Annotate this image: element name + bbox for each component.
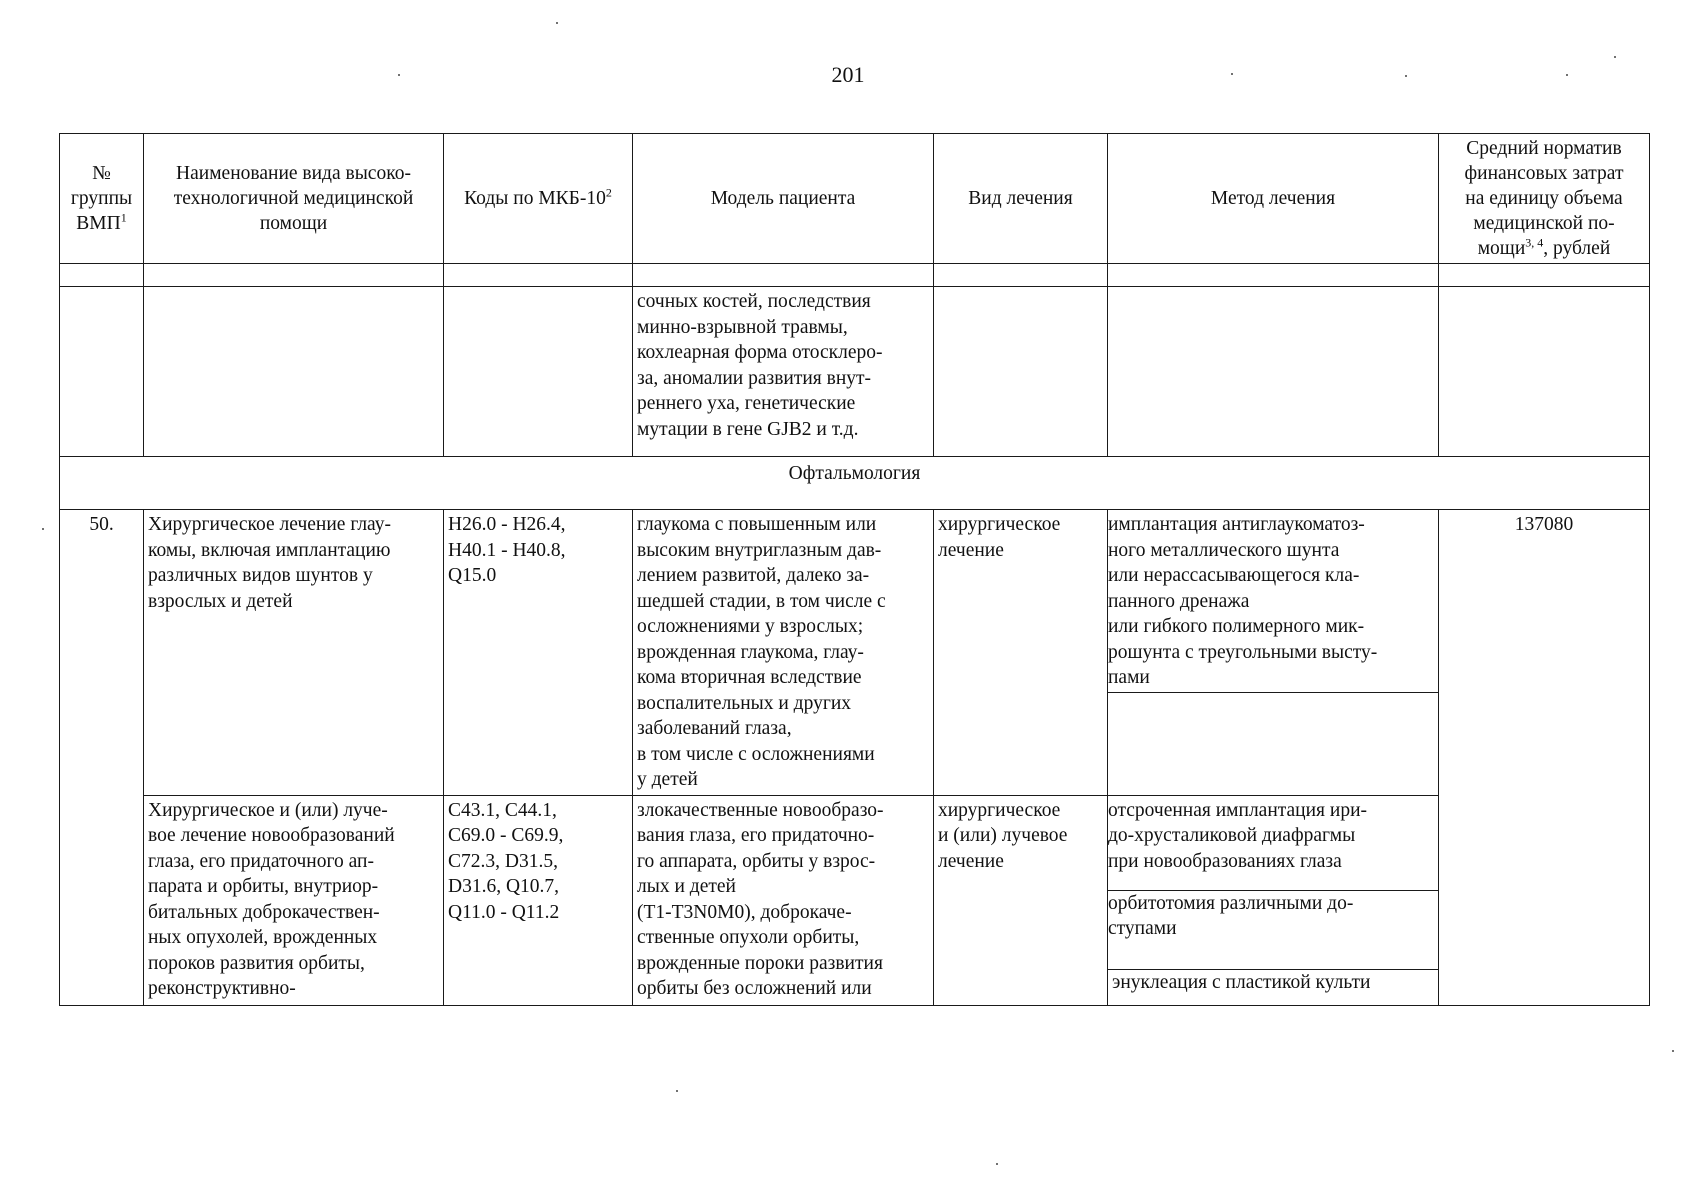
patient-model: злокачественные новообразо- вания глаза, его придаточно- го аппарата, орбиты у взрос- лых и детей (T1-T3N0M0), доброкаче- ственные опухоли орбиты, врожденные пороки развития орбиты без осложнений или (633, 795, 934, 1005)
care-name: Хирургическое и (или) луче- вое лечение новообразований глаза, его придаточного ап- парата и орбиты, внутриор- битальных доброкачествен- ных опухолей, врожденных пороков развития орбиты, реконструктивно- (144, 795, 444, 1005)
scan-speck (996, 1163, 998, 1165)
header-treatment-method: Метод лечения (1108, 134, 1439, 264)
spacer-row (60, 264, 1650, 287)
treatment-type: хирургическое и (или) лучевое лечение (934, 795, 1108, 1005)
scan-speck (42, 528, 44, 530)
table-row (60, 510, 1650, 796)
icd-codes: H26.0 - H26.4, H40.1 - H40.8, Q15.0 (444, 510, 633, 796)
scan-speck (1231, 73, 1233, 75)
scan-speck (556, 22, 558, 24)
scan-speck (398, 74, 400, 76)
method-item: энуклеация с пластикой культи (1112, 971, 1371, 993)
patient-model: глаукома с повышенным или высоким внутриглазным дав- лением развитой, далеко за- шедшей стадии, в том числе с осложнениями у взрослых; врожденная глаукома, глау- кома вторичная вследствие воспалительных и других заболеваний глаза, в том числе с осложнениями у детей (633, 510, 934, 796)
treatment-methods (1108, 510, 1439, 796)
header-care-name: Наименование вида высоко- технологичной медицинской помощи (144, 134, 444, 264)
care-name: Хирургическое лечение глау- комы, включая имплантацию различных видов шунтов у взрослых и детей (144, 510, 444, 796)
table-header-row (60, 134, 1650, 264)
method-item: имплантация антиглаукоматоз- ного металлического шунта или нерассасывающегося кла- панного дренажа или гибкого полимерного мик- рошунта с треугольными высту- пами (1108, 512, 1438, 693)
vmp-table (59, 133, 1650, 1006)
scan-speck (1614, 56, 1616, 58)
section-title: Офтальмология (60, 457, 1650, 510)
page-number: 201 (831, 62, 865, 87)
scan-speck (1566, 74, 1568, 76)
scan-speck (1672, 1050, 1674, 1052)
continuation-row (60, 287, 1650, 457)
header-treatment-type: Вид лечения (934, 134, 1108, 264)
header-group-number: № группы ВМП$^1$ (60, 134, 144, 264)
scan-speck (676, 1090, 678, 1092)
average-cost: 137080 (1439, 510, 1650, 1006)
continuation-patient-model: сочных костей, последствия минно-взрывной травмы, кохлеарная форма отосклеро- за, аномалии развития внут- реннего уха, генетические мутации в гене GJB2 и т.д. (633, 287, 934, 457)
table-row (60, 795, 1650, 1005)
treatment-methods (1108, 795, 1439, 1005)
method-item: отсроченная имплантация ири- до-хрусталиковой диафрагмы при новообразованиях глаза (1108, 798, 1438, 891)
header-average-cost: Средний норматив финансовых затрат на единицу объема медицинской по- мощи$^{3, 4}$, рублей (1439, 134, 1650, 264)
vmp-table-container (59, 133, 1650, 1006)
section-row (60, 457, 1650, 510)
header-icd-codes: Коды по МКБ-$10^2$ (444, 134, 633, 264)
header-patient-model: Модель пациента (633, 134, 934, 264)
method-item: орбитотомия различными до- ступами (1108, 891, 1438, 970)
group-number: 50. (60, 510, 144, 1006)
icd-codes: C43.1, C44.1, C69.0 - C69.9, C72.3, D31.5, D31.6, Q10.7, Q11.0 - Q11.2 (444, 795, 633, 1005)
treatment-type: хирургическое лечение (934, 510, 1108, 796)
scan-speck (1405, 75, 1407, 77)
